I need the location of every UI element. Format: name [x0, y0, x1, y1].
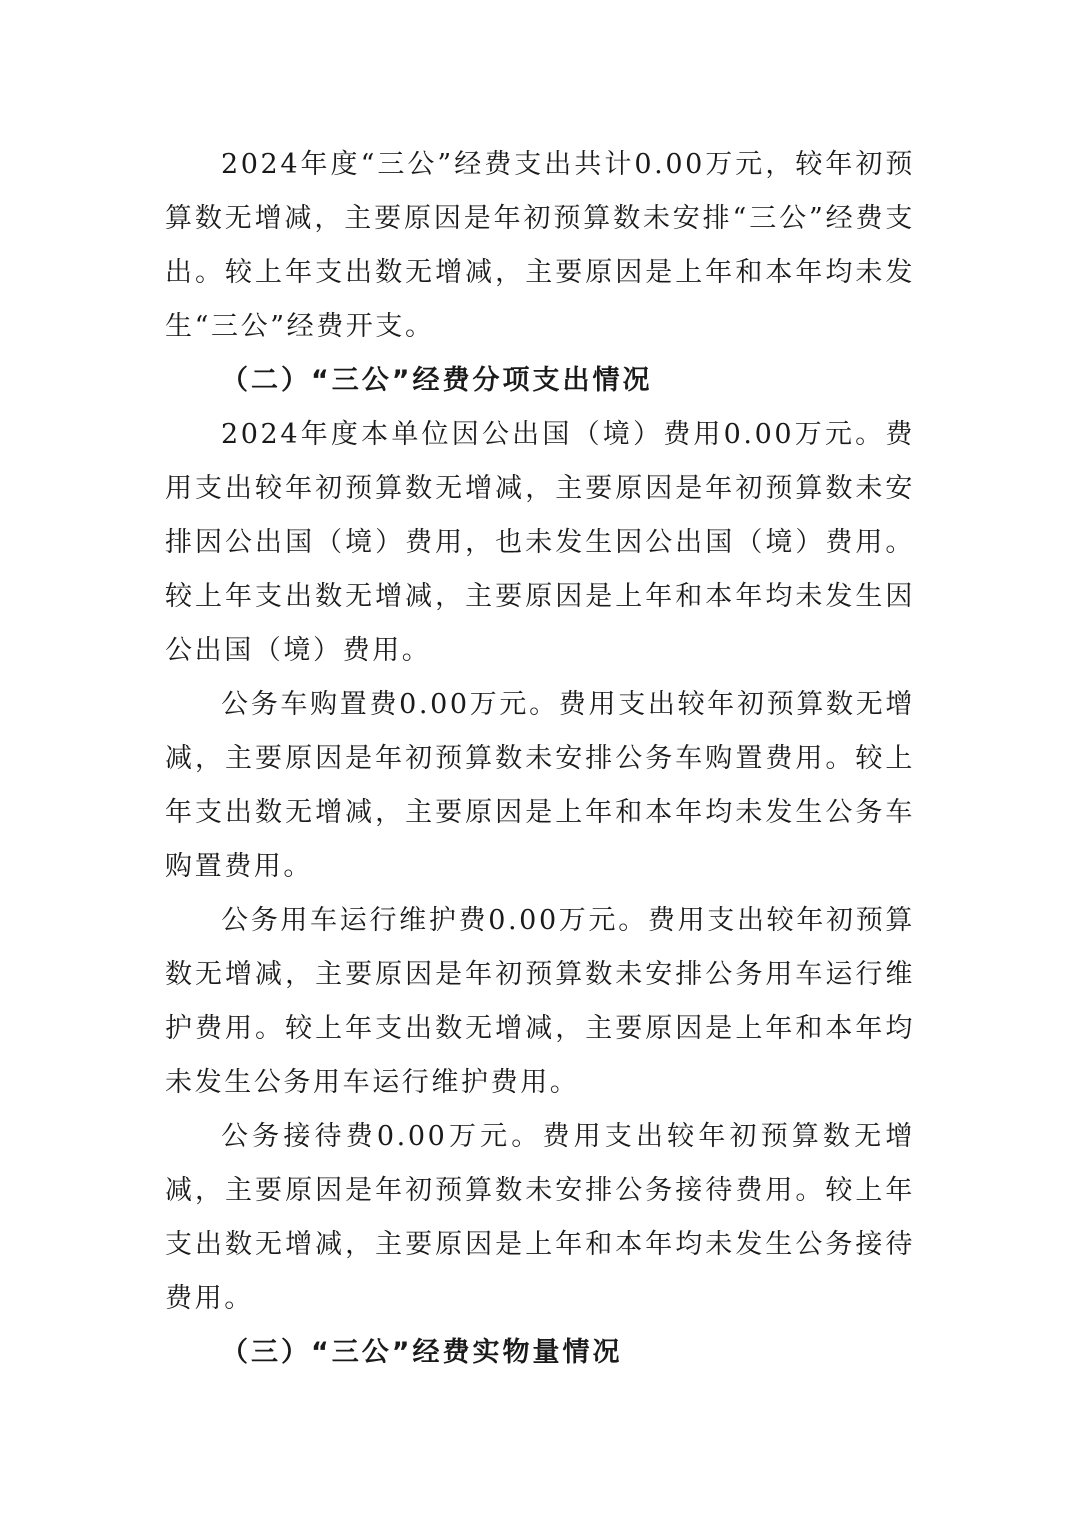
paragraph-reception: 公务接待费0.00万元。费用支出较年初预算数无增减，主要原因是年初预算数未安排公务接待费用。较上年支出数无增减，主要原因是上年和本年均未发生公务接待费用。	[165, 1121, 915, 1314]
section-heading-itemized: （二）“三公”经费分项支出情况	[221, 365, 653, 396]
paragraph-total-expenditure: 2024年度“三公”经费支出共计0.00万元，较年初预算数无增减，主要原因是年初预算数未安排“三公”经费支出。较上年支出数无增减，主要原因是上年和本年均未发生“三公”经费开支。	[165, 149, 915, 342]
paragraph-overseas-travel: 2024年度本单位因公出国（境）费用0.00万元。费用支出较年初预算数无增减，主要原因是年初预算数未安排因公出国（境）费用，也未发生因公出国（境）费用。较上年支出数无增减，主要原因是上年和本年均未发生因公出国（境）费用。	[165, 419, 915, 666]
paragraph-vehicle-purchase: 公务车购置费0.00万元。费用支出较年初预算数无增减，主要原因是年初预算数未安排公务车购置费用。较上年支出数无增减，主要原因是上年和本年均未发生公务车购置费用。	[165, 689, 915, 882]
section-heading-physical-quantity: （三）“三公”经费实物量情况	[221, 1337, 623, 1368]
paragraph-vehicle-maintenance: 公务用车运行维护费0.00万元。费用支出较年初预算数无增减，主要原因是年初预算数未安排公务用车运行维护费用。较上年支出数无增减，主要原因是上年和本年均未发生公务用车运行维护费用。	[165, 905, 915, 1098]
document-body	[165, 138, 915, 1380]
